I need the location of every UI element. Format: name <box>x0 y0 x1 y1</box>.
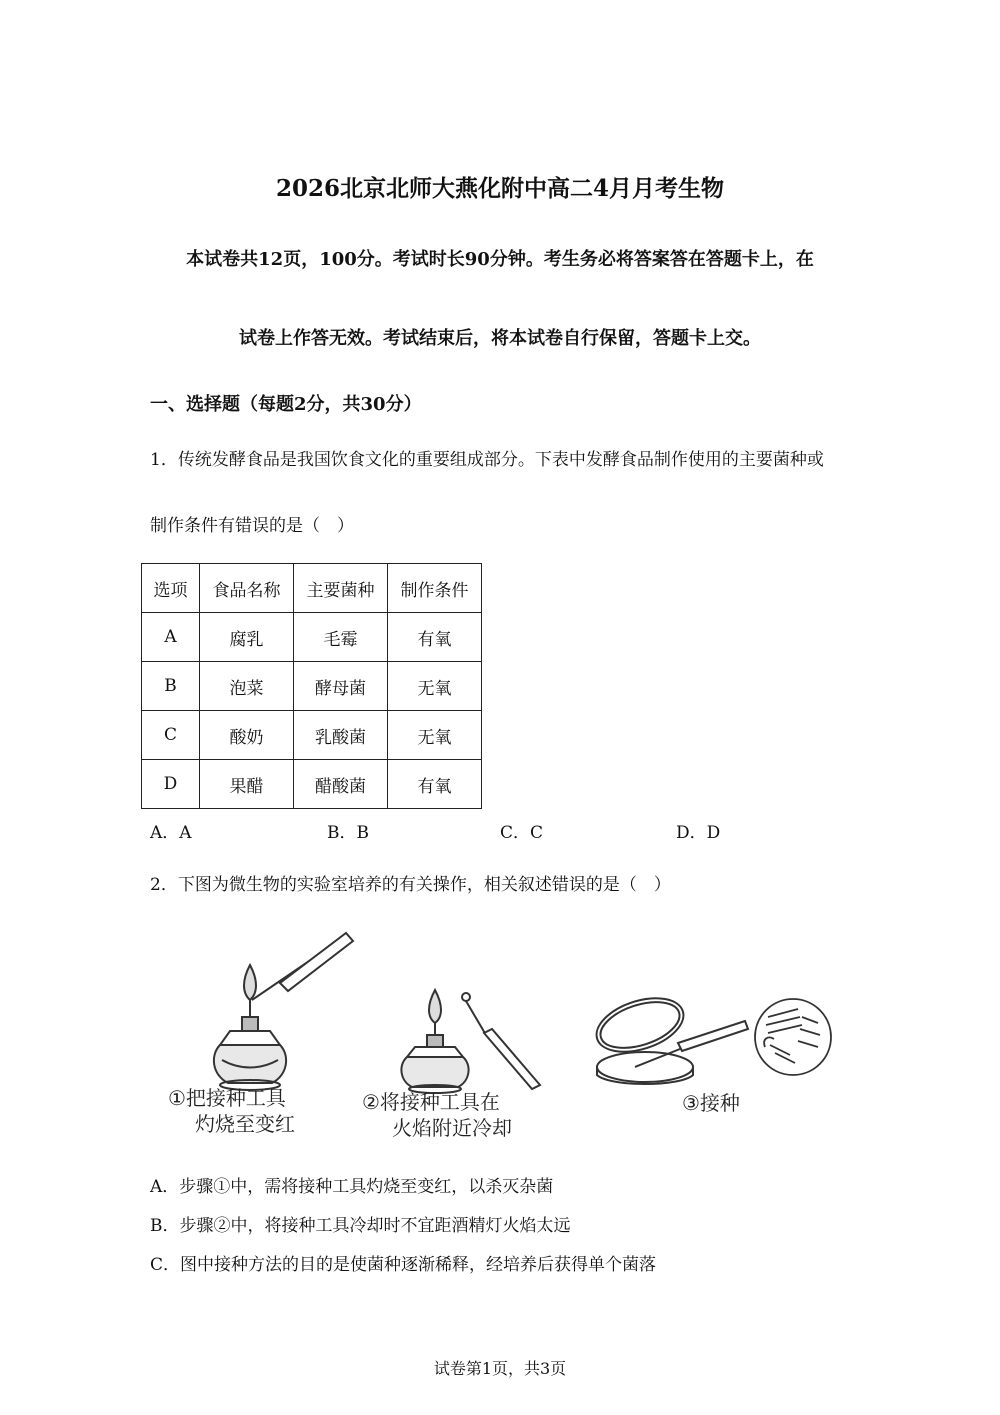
table-cell: 乳酸菌 <box>294 711 388 760</box>
q1-choice-c: C．C <box>500 823 544 843</box>
table-cell: 泡菜 <box>200 662 294 711</box>
section-title: 一、选择题（每题2分，共30分） <box>150 394 422 415</box>
page-title: 2026北京北师大燕化附中高二4月月考生物 <box>275 175 725 202</box>
table-row <box>142 613 482 662</box>
table-header-cell: 主要菌种 <box>294 564 388 613</box>
q1-table <box>141 563 482 809</box>
table-cell: 醋酸菌 <box>294 760 388 809</box>
table-cell: 有氧 <box>388 613 482 662</box>
petri-dish-icon <box>590 988 693 1084</box>
q1-choice-b: B．B <box>327 823 369 843</box>
table-cell: 果醋 <box>200 760 294 809</box>
table-header-cell: 制作条件 <box>388 564 482 613</box>
table-cell: C <box>142 711 200 760</box>
step2-label-line-2: 火焰附近冷却 <box>392 1116 512 1140</box>
q1-stem-line-2: 制作条件有错误的是（ ） <box>150 516 354 536</box>
streak-pattern-icon <box>755 999 831 1075</box>
table-header-cell: 食品名称 <box>200 564 294 613</box>
table-cell: 无氧 <box>388 711 482 760</box>
step1-label-line-2: 灼烧至变红 <box>195 1112 295 1136</box>
step2-label-line-1: ②将接种工具在 <box>362 1090 500 1114</box>
table-cell: 酸奶 <box>200 711 294 760</box>
inoculating-loop-icon <box>252 933 353 1000</box>
table-cell: A <box>142 613 200 662</box>
q1-stem-line-1: 1．传统发酵食品是我国饮食文化的重要组成部分。下表中发酵食品制作使用的主要菌种或 <box>150 450 824 470</box>
table-header-cell: 选项 <box>142 564 200 613</box>
inoculating-loop-icon <box>635 1021 748 1067</box>
step3-label: ③接种 <box>682 1091 740 1115</box>
page-footer: 试卷第1页，共3页 <box>433 1359 567 1378</box>
table-cell: 毛霉 <box>294 613 388 662</box>
lab-operation-figure <box>150 905 850 1150</box>
step1-label-line-1: ①把接种工具 <box>168 1086 286 1110</box>
q2-stem: 2．下图为微生物的实验室培养的有关操作，相关叙述错误的是（ ） <box>150 875 671 895</box>
table-cell: 酵母菌 <box>294 662 388 711</box>
inoculating-loop-icon <box>462 993 540 1089</box>
table-cell: 无氧 <box>388 662 482 711</box>
q2-option-a: A．步骤①中，需将接种工具灼烧至变红，以杀灭杂菌 <box>150 1177 554 1197</box>
table-cell: 有氧 <box>388 760 482 809</box>
table-header-row <box>142 564 482 613</box>
q2-option-c: C．图中接种方法的目的是使菌种逐渐稀释，经培养后获得单个菌落 <box>150 1255 657 1275</box>
table-cell: B <box>142 662 200 711</box>
q2-option-b: B．步骤②中，将接种工具冷却时不宜距酒精灯火焰太远 <box>150 1216 571 1236</box>
table-cell: 腐乳 <box>200 613 294 662</box>
alcohol-lamp-icon <box>401 990 468 1093</box>
table-cell: D <box>142 760 200 809</box>
table-row <box>142 662 482 711</box>
table-row <box>142 760 482 809</box>
q1-choice-a: A．A <box>150 823 192 843</box>
q1-choice-d: D．D <box>676 823 721 843</box>
table-row <box>142 711 482 760</box>
intro-line-2: 试卷上作答无效。考试结束后，将本试卷自行保留，答题卡上交。 <box>239 328 761 349</box>
intro-line-1: 本试卷共12页，100分。考试时长90分钟。考生务必将答案答在答题卡上，在 <box>186 249 814 270</box>
